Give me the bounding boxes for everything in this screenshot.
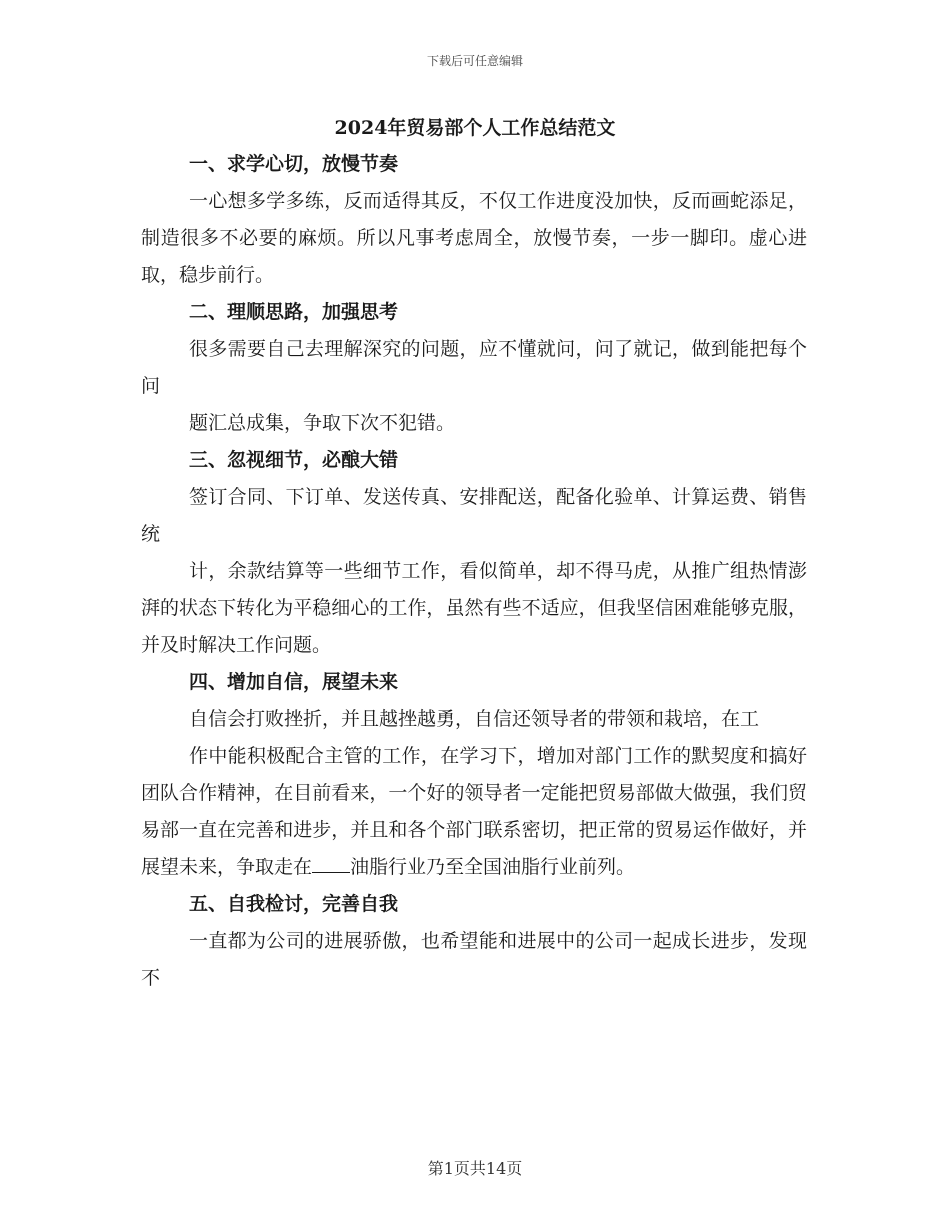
section-4-paragraph-2 — [141, 738, 807, 886]
section-2-paragraph-2: 题汇总成集，争取下次不犯错。 — [189, 412, 456, 434]
page-header-note: 下载后可任意编辑 — [426, 54, 523, 68]
fill-in-blank — [312, 856, 350, 873]
section-4-paragraph-2-text: 作中能积极配合主管的工作，在学习下，增加对部门工作的默契度和搞好团队合作精神，在目前看来，一个好的领导者一定能把贸易部做大做强，我们贸易部一直在完善和进步，并且和各个部门联系密切，把正常的贸易运作做好，并展望未来，争取走在 — [141, 745, 807, 878]
section-1-paragraph-1: 一心想多学多练，反而适得其反，不仅工作进度没加快，反而画蛇添足，制造很多不必要的麻烦。所以凡事考虑周全，放慢节奏，一步一脚印。虚心进取，稳步前行。 — [141, 190, 807, 286]
section-heading-5: 五、自我检讨，完善自我 — [189, 893, 399, 915]
page-number: 第1页共14页 — [427, 1159, 523, 1178]
section-3-paragraph-1: 签订合同、下订单、发送传真、安排配送，配备化验单、计算运费、销售统 — [141, 486, 807, 545]
section-4-paragraph-1: 自信会打败挫折，并且越挫越勇，自信还领导者的带领和栽培，在工 — [189, 708, 760, 730]
document-title: 2024年贸易部个人工作总结范文 — [334, 117, 616, 139]
section-heading-1: 一、求学心切，放慢节奏 — [189, 153, 399, 175]
section-2-paragraph-1: 很多需要自己去理解深究的问题，应不懂就问，问了就记，做到能把每个问 — [141, 338, 807, 397]
section-5-paragraph-1: 一直都为公司的进展骄傲，也希望能和进展中的公司一起成长进步，发现不 — [141, 930, 807, 989]
section-4-paragraph-2-tail: 油脂行业乃至全国油脂行业前列。 — [350, 856, 636, 878]
section-3-paragraph-2: 计，余款结算等一些细节工作，看似简单，却不得马虎，从推广组热情澎湃的状态下转化为平稳细心的工作，虽然有些不适应，但我坚信困难能够克服，并及时解决工作问题。 — [141, 560, 807, 656]
document-body — [141, 146, 807, 997]
section-heading-2: 二、理顺思路，加强思考 — [189, 301, 399, 323]
section-heading-3: 三、忽视细节，必酿大错 — [189, 449, 399, 471]
section-heading-4: 四、增加自信，展望未来 — [189, 671, 399, 693]
